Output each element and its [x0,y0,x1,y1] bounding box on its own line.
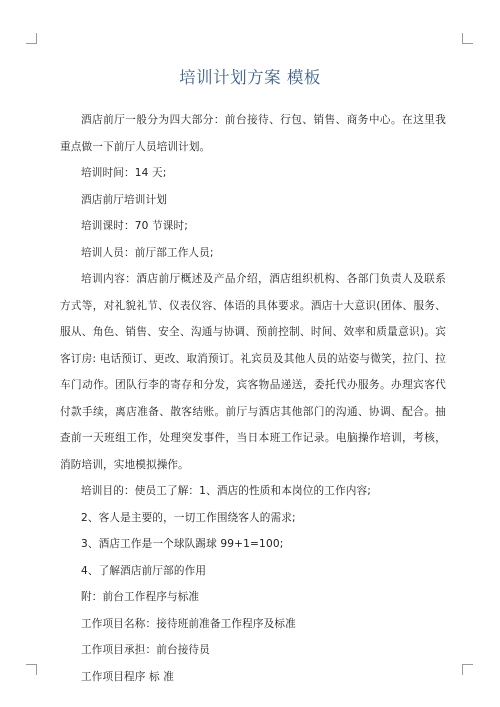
paragraph-training-time: 培训时间：14 天; [81,167,167,179]
paragraph-purpose-3: 3、酒店工作是一个球队踢球 99+1=100; [81,538,284,550]
paragraph-intro: 酒店前厅一般分为四大部分：前台接待、行包、销售、商务中心。在这里我重点做一下前厅人员培训计划。 [60,114,446,153]
page-title: 培训计划方案 模板 [179,68,321,87]
paragraph-plan-heading: 酒店前厅培训计划 [81,193,167,206]
paragraph-trainees: 培训人员：前厅部工作人员; [81,246,214,259]
paragraph-appendix: 附：前台工作程序与标准 [81,591,200,603]
paragraph-work-item-name: 工作项目名称：接待班前准备工作程序及标准 [81,617,296,630]
paragraph-work-item-procedure: 工作项目程序 标 准 [81,670,174,683]
paragraph-work-item-owner: 工作项目承担：前台接待员 [81,644,210,656]
crop-mark-top-left [26,33,37,44]
paragraph-class-hours: 培训课时：70 节课时; [81,220,188,232]
paragraph-purpose-2: 2、客人是主要的，一切工作围绕客人的需求; [81,511,296,524]
paragraph-training-content: 培训内容：酒店前厅概述及产品介绍，酒店组织机构、各部门负责人及联系方式等，对礼貌礼节、仪表仪容、体语的具体要求。酒店十大意识(团体、服务、服从、角色、销售、安全、沟通与协调、预前控制、时间、效率和质量意识)。宾客订房: 电话预订、更改、取消预订。礼宾员及其他人员的站姿与微笑，拉门、拉车门动作。团队行李的寄存和分发，宾客物品递送，委托代办服务。办理宾客代付款手续，离店准备、散客结账。前厅与酒店其他部门的沟通、协调、配合。抽查前一天班组工作，处理突发事件，当日本班工作记录。电脑操作培训，考核，消防培训，实地模拟操作。 [60,273,446,471]
crop-mark-top-right [462,33,473,44]
crop-mark-bottom-left [26,664,37,675]
crop-mark-bottom-right [462,664,473,675]
paragraph-training-purpose: 培训目的：使员工了解：1、酒店的性质和本岗位的工作内容; [81,485,371,497]
paragraph-purpose-4: 4、了解酒店前厅部的作用 [81,564,207,577]
document-body [60,107,446,690]
